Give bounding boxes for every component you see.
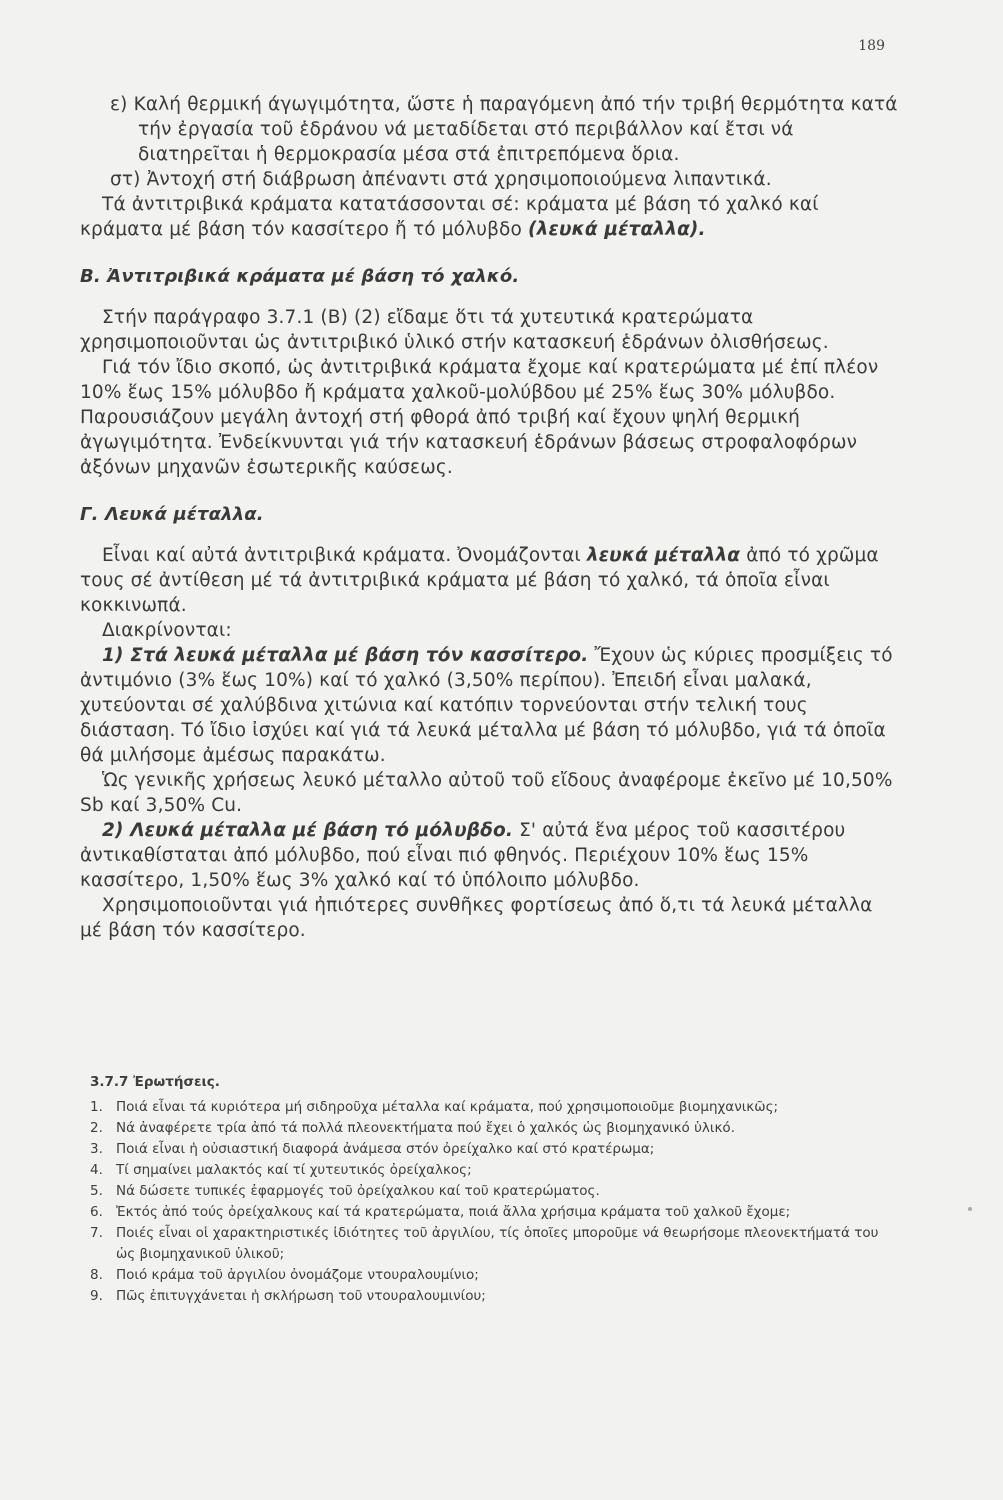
emphasis-text: (λευκά μέταλλα). <box>528 219 706 240</box>
question-item: 3. Ποιά εἶναι ἡ οὐσιαστική διαφορά ἀνάμεσα στόν ὀρείχαλκο καί στό κρατέρωμα; <box>90 1141 655 1157</box>
subheading-lead: 2) Λευκά μέταλλα μέ βάση τό μόλυβδο. <box>102 820 514 841</box>
subheading-tin: 1) Στά λευκά μέταλλα μέ βάση τόν κασσίτερο. <box>102 645 589 666</box>
main-text <box>80 92 900 943</box>
scan-speck <box>968 1207 972 1211</box>
question-item: 1. Ποιά εἶναι τά κυριότερα μή σιδηροῦχα μέταλλα καί κράματα, πού χρησιμοποιοῦμε βιομηχανικῶς; <box>90 1099 779 1115</box>
section-heading-c: Γ. Λευκά μέταλλα. <box>80 504 264 525</box>
item-text: Ἀντοχή στή διάβρωση ἀπέναντι στά χρησιμοποιούμενα λιπαντικά. <box>146 169 772 190</box>
question-item: 8. Ποιό κράμα τοῦ ἀργιλίου ὀνομάζομε ντουραλουμίνιο; <box>90 1267 479 1283</box>
paragraph-lead: 2) Λευκά μέταλλα μέ βάση τό μόλυβδο. Σ' αὐτά ἕνα μέρος τοῦ κασσιτέρου ἀντικαθίσταται ἀπό μόλυβδο, πού εἶναι πιό φθηνός. Περιέχουν 10% ἕως 15% κασσίτερο, 1,50% ἕως 3% χαλκό καί τό ὑπόλοιπο μόλυβδο. <box>80 820 846 891</box>
paragraph: Χρησιμοποιοῦνται γιά ἠπιότερες συνθῆκες φορτίσεως ἀπό ὅ,τι τά λευκά μέταλλα μέ βάση τόν κασσίτερο. <box>80 895 873 941</box>
question-item: 6. Ἐκτός ἀπό τούς ὀρείχαλκους καί τά κρατερώματα, ποιά ἄλλα χρήσιμα κράματα τοῦ χαλκοῦ ἔχομε; <box>90 1204 791 1220</box>
question-item: 9. Πῶς ἐπιτυγχάνεται ἡ σκλήρωση τοῦ ντουραλουμινίου; <box>90 1288 486 1304</box>
paragraph: Εἶναι καί αὐτά ἀντιτριβικά κράματα. Ὀνομάζονται λευκά μέταλλα ἀπό τό χρῶμα τους σέ ἀντίθεση μέ τά ἀντιτριβικά κράματα μέ βάση τό χαλκό, τά ὁποῖα εἶναι κοκκινωπά. <box>80 545 879 616</box>
questions-section <box>90 1072 900 1307</box>
paragraph: Ὡς γενικῆς χρήσεως λευκό μέταλλο αὐτοῦ τοῦ εἴδους ἀναφέρομε ἐκεῖνο μέ 10,50% Sb καί 3,50% Cu. <box>80 770 893 816</box>
question-item: 4. Τί σημαίνει μαλακτός καί τί χυτευτικός ὀρείχαλκος; <box>90 1162 472 1178</box>
item-text: Καλή θερμική άγωγιμότητα, ὥστε ἡ παραγόμενη ἀπό τήν τριβή θερμότητα κατά τήν ἐργασία τοῦ ἑδράνου νά μεταδίδεται στό περιβάλλον καί ἔτσι νά διατηρεῖται ἡ θερμοκρασία μέσα στά ἐπιτρεπόμενα ὅρια. <box>133 94 898 165</box>
question-item: 7. Ποιές εἶναι οἱ χαρακτηριστικές ἰδιότητες τοῦ ἀργιλίου, τίς ὁποῖες μποροῦμε νά θεωρήσομε πλεονεκτήματά του ὡς βιομηχανικοῦ ὑλικοῦ; <box>90 1225 879 1262</box>
item-label: στ) <box>110 169 141 190</box>
paragraph-classification: Τά ἀντιτριβικά κράματα κατατάσσονται σέ: κράματα μέ βάση τό χαλκό καί κράματα μέ βάση τόν κασσίτερο ἤ τό μόλυβδο (λευκά μέταλλα). <box>80 194 819 240</box>
paragraph: Διακρίνονται: <box>102 620 232 641</box>
paragraph-tin: 1) Στά λευκά μέταλλα μέ βάση τόν κασσίτερο. Ἔχουν ὡς κύριες προσμίξεις τό ἀντιμόνιο (3% ἕως 10%) καί τό χαλκό (3,50% περίπου). Ἐπειδή εἶναι μαλακά, χυτεύονται σέ χαλύβδινα χιτώνια καί κατόπιν τορνεύονται στήν τελική τους διάσταση. Τό ἴδιο ἰσχύει καί γιά τά λευκά μέταλλα μέ βάση τό μόλυβδο, γιά τά ὁποῖα θά μιλήσομε ἀμέσως παρακάτω. <box>80 645 893 766</box>
section-heading-b: Β. Ἀντιτριβικά κράματα μέ βάση τό χαλκό. <box>80 266 520 287</box>
question-item: 2. Νά ἀναφέρετε τρία ἀπό τά πολλά πλεονεκτήματα πού ἔχει ὁ χαλκός ὡς βιομηχανικό ὑλικό. <box>90 1120 735 1136</box>
questions-title: 3.7.7 Ἐρωτήσεις. <box>90 1074 220 1090</box>
question-item: 5. Νά δώσετε τυπικές ἐφαρμογές τοῦ ὀρείχαλκου καί τοῦ κρατερώματος. <box>90 1183 600 1199</box>
page-number: 189 <box>858 38 885 54</box>
list-item-e <box>80 92 900 167</box>
emphasis-text: λευκά μέταλλα <box>586 545 741 566</box>
paragraph: Στήν παράγραφο 3.7.1 (Β) (2) εἴδαμε ὅτι τά χυτευτικά κρατερώματα χρησιμοποιοῦνται ὡς ἀντιτριβικό ὑλικό στήν κατασκευή ἑδράνων ὀλισθήσεως. <box>80 307 829 353</box>
item-label: ε) <box>110 94 128 115</box>
list-item-st <box>80 167 900 192</box>
paragraph: Γιά τόν ἴδιο σκοπό, ὡς ἀντιτριβικά κράματα ἔχομε καί κρατερώματα μέ ἐπί πλέον 10% ἕως 15% μόλυβδο ἤ κράματα χαλκοῦ-μολύβδου μέ 25% ἕως 30% μόλυβδο. Παρουσιάζουν μεγάλη ἀντοχή στή φθορά ἀπό τριβή καί ἔχουν ψηλή θερμική ἀγωγιμότητα. Ἐνδείκνυνται γιά τήν κατασκευή ἑδράνων βάσεως στροφαλοφόρων ἀξόνων μηχανῶν ἐσωτερικῆς καύσεως. <box>80 357 879 478</box>
